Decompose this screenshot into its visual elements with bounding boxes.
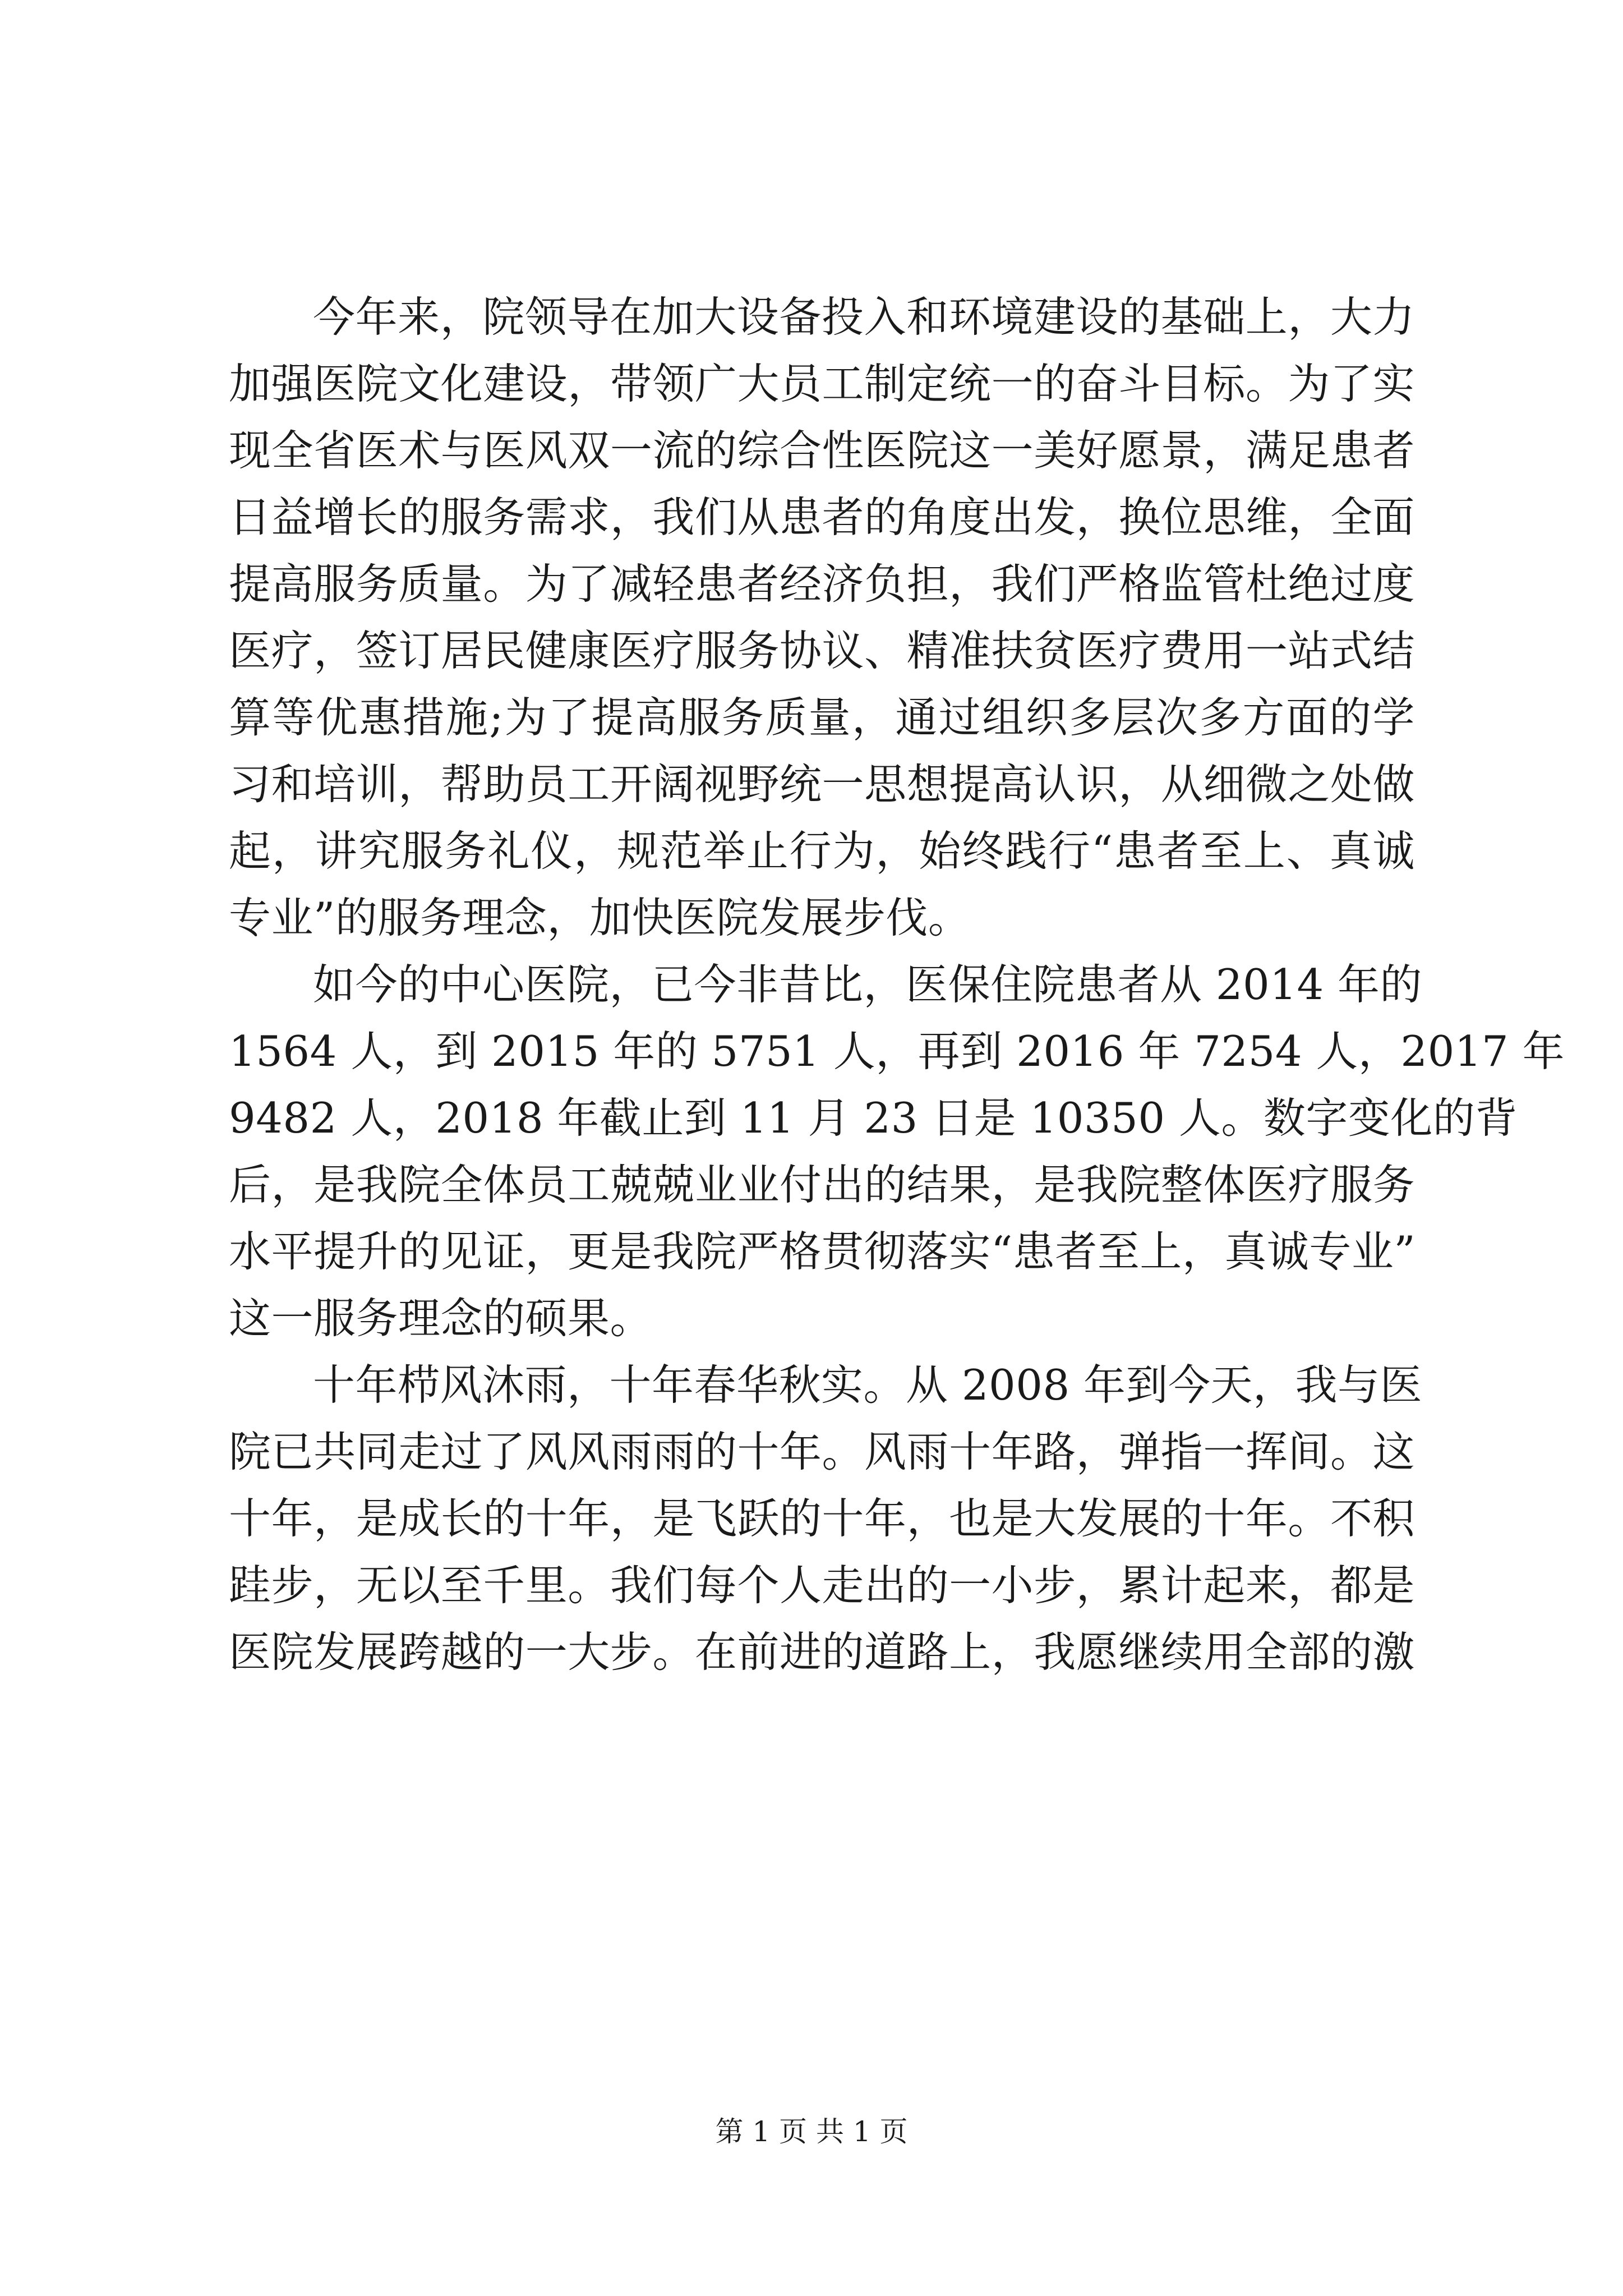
paragraph-line: 水平提升的见证，更是我院严格贯彻落实“患者至上，真诚专业” [229,1227,1416,1276]
paragraph-line: 现全省医术与医风双一流的综合性医院这一美好愿景，满足患者 [229,426,1415,475]
paragraph-line: 十年栉风沐雨，十年春华秋实。从 2008 年到今天，我与医 [313,1360,1423,1410]
paragraph-line: 医院发展跨越的一大步。在前进的道路上，我愿继续用全部的激 [229,1627,1415,1677]
paragraph-line: 起，讲究服务礼仪，规范举止行为，始终践行“患者至上、真诚 [229,826,1415,876]
paragraph-line: 9482 人，2018 年截止到 11 月 23 日是 10350 人。数字变化的背 [229,1093,1518,1143]
paragraph-1 [229,284,1415,951]
paragraph-line: 习和培训，帮助员工开阔视野统一思想提高认识，从细微之处做 [229,760,1415,809]
paragraph-line: 提高服务质量。为了减轻患者经济负担，我们严格监管杜绝过度 [229,559,1415,609]
paragraph-line: 加强医院文化建设，带领广大员工制定统一的奋斗目标。为了实 [229,359,1415,408]
paragraph-3 [229,1352,1423,1686]
paragraph-line: 算等优惠措施;为了提高服务质量，通过组织多层次多方面的学 [229,693,1415,742]
paragraph-line: 十年，是成长的十年，是飞跃的十年，也是大发展的十年。不积 [229,1494,1415,1543]
paragraph-line: 这一服务理念的硕果。 [229,1294,653,1343]
paragraph-2 [229,951,1565,1352]
paragraph-line: 院已共同走过了风风雨雨的十年。风雨十年路，弹指一挥间。这 [229,1427,1415,1476]
page-footer: 第 1 页 共 1 页 [715,2115,908,2148]
body-text [229,284,1565,1686]
paragraph-line: 今年来，院领导在加大设备投入和环境建设的基础上，大力 [313,292,1415,342]
paragraph-line: 专业”的服务理念，加快医院发展步伐。 [229,893,971,942]
paragraph-line: 医疗，签订居民健康医疗服务协议、精准扶贫医疗费用一站式结 [229,626,1415,675]
paragraph-line: 后，是我院全体员工兢兢业业付出的结果，是我院整体医疗服务 [229,1160,1415,1209]
paragraph-line: 如今的中心医院，已今非昔比，医保住院患者从 2014 年的 [313,960,1423,1009]
paragraph-line: 日益增长的服务需求，我们从患者的角度出发，换位思维，全面 [229,493,1415,542]
paragraph-line: 1564 人，到 2015 年的 5751 人，再到 2016 年 7254 人，2017 年 [229,1027,1565,1076]
paragraph-line: 跬步，无以至千里。我们每个人走出的一小步，累计起来，都是 [229,1561,1415,1610]
